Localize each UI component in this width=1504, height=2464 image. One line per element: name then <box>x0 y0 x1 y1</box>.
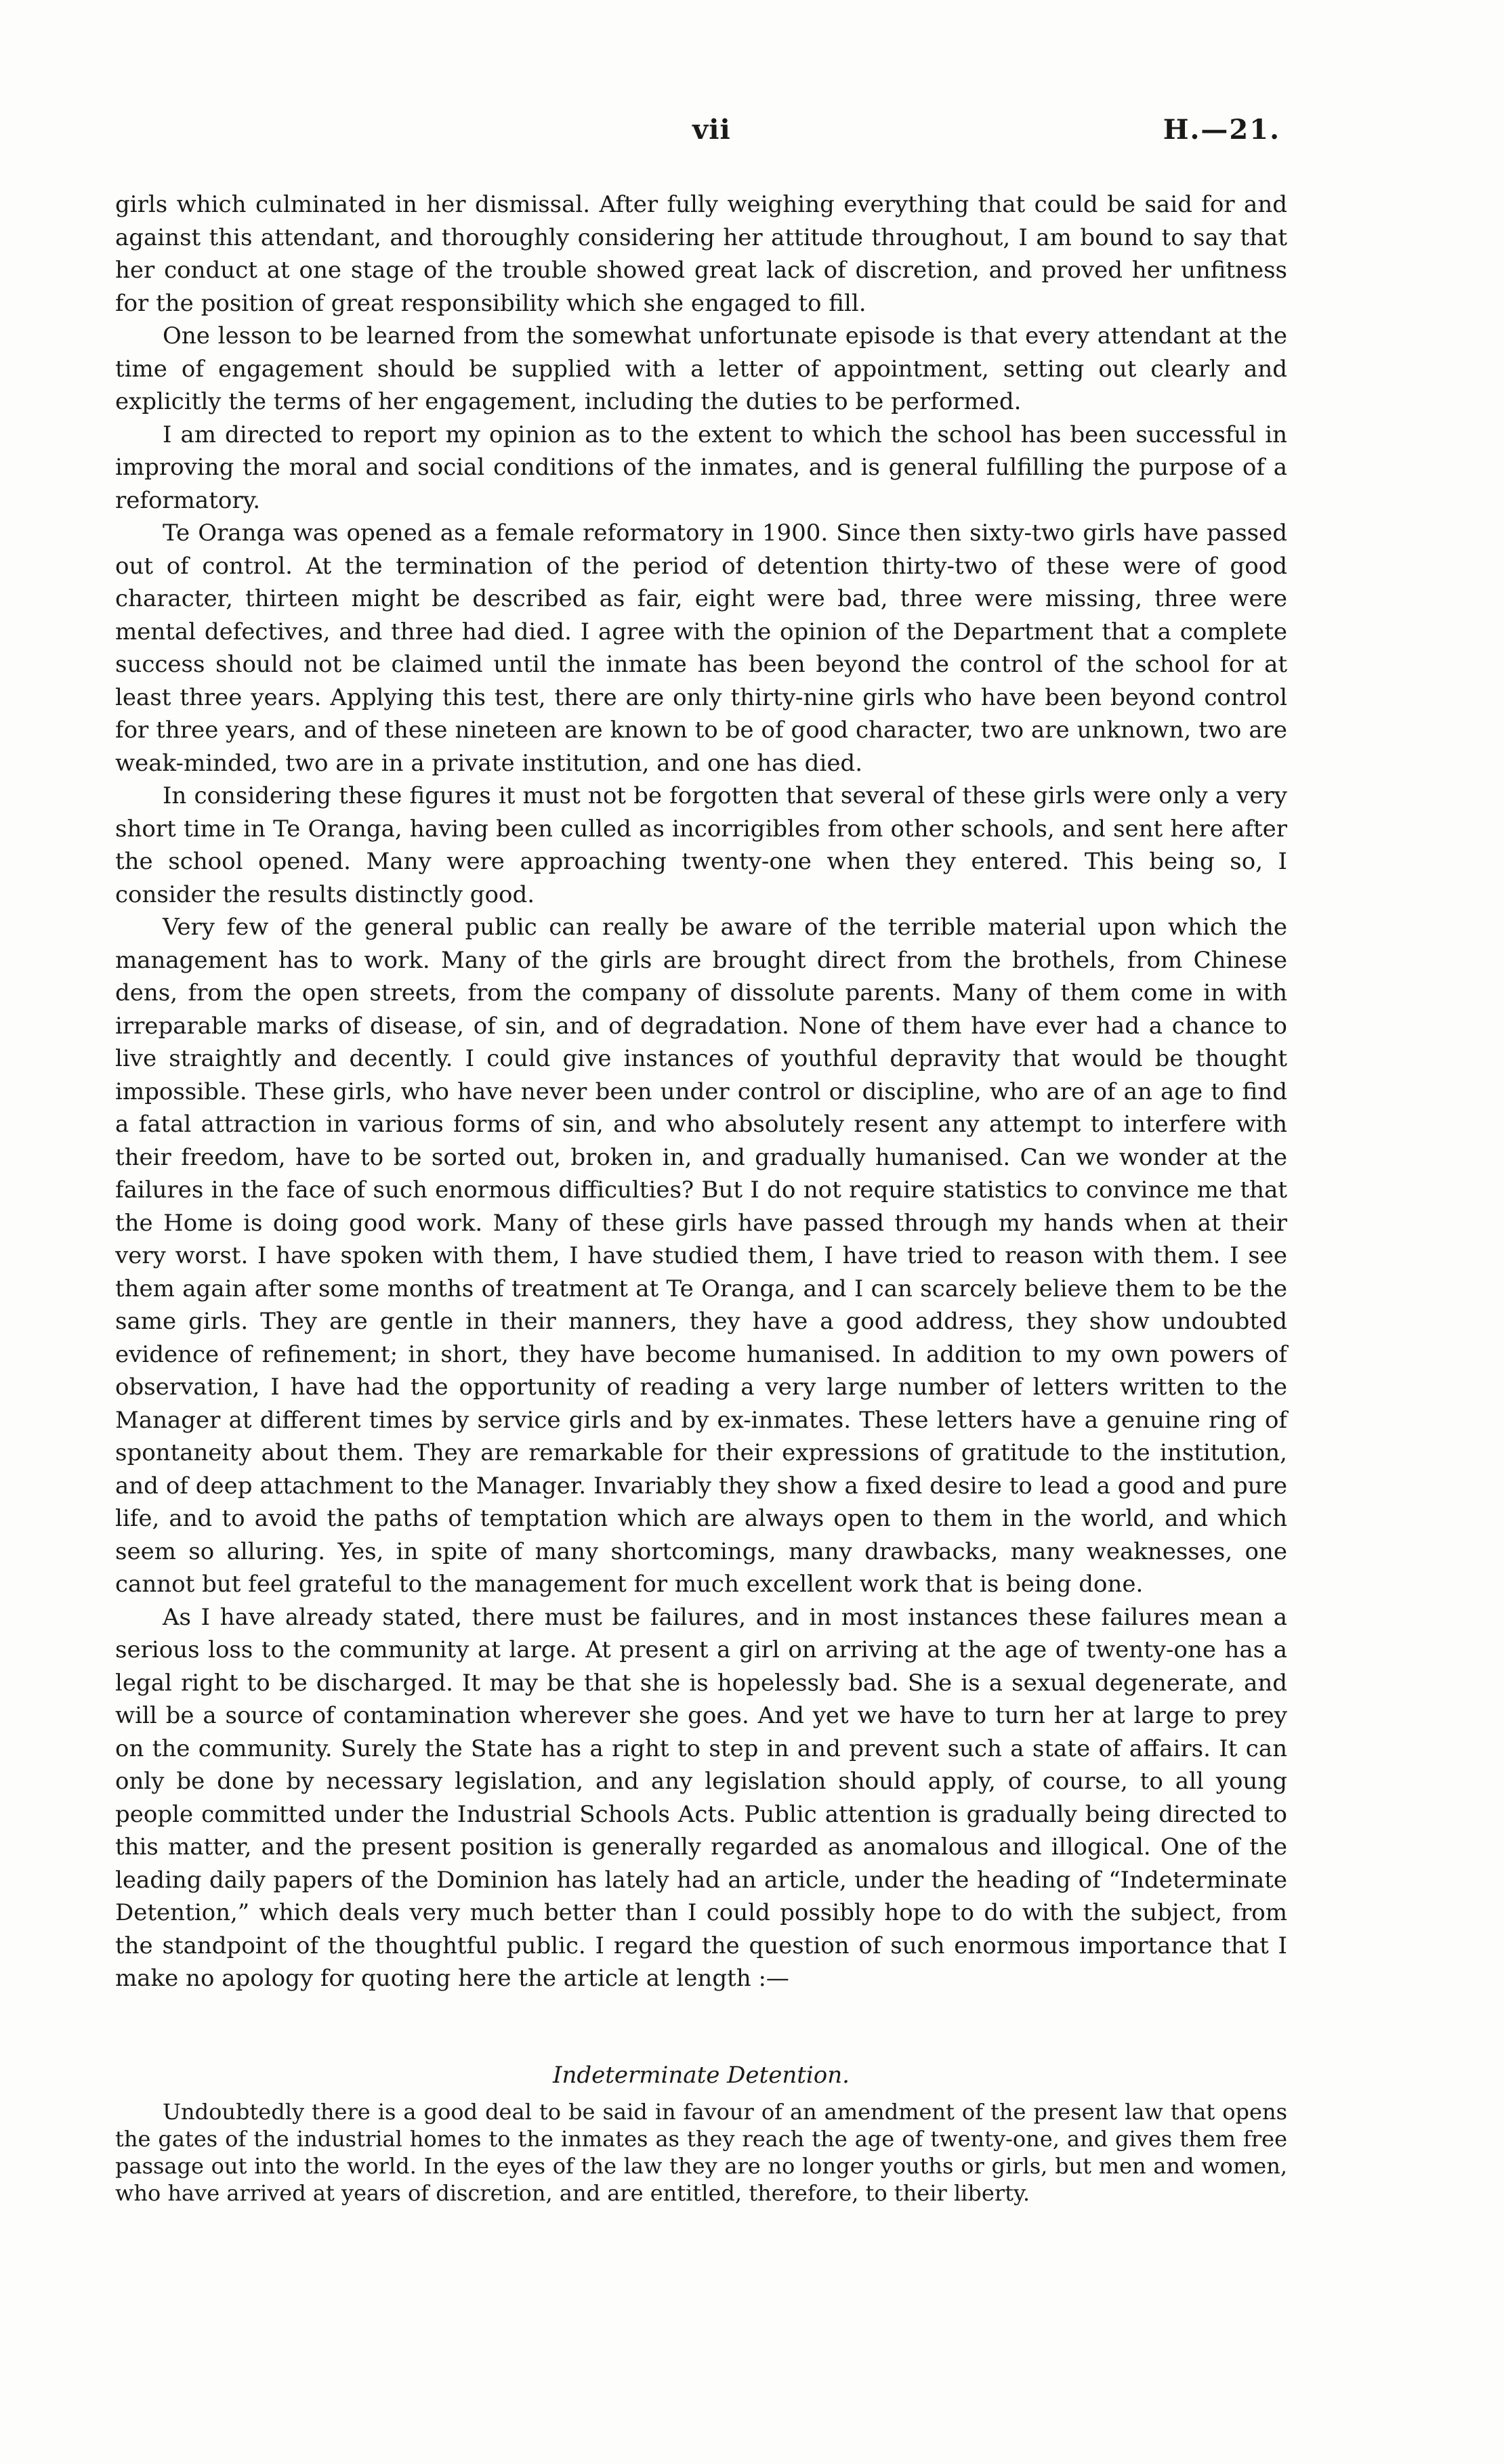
paragraph-failures: As I have already stated, there must be failures, and in most instances these failures mean a serious loss to the community at large. At present a girl on arriving at the age of twenty-one has a legal right to be discharged. It may be that she is hopelessly bad. She is a sexual degenerate, and will be a source of contamination wherever she goes. And yet we have to turn her at large to prey on the community. Surely the State has a right to step in and prevent such a state of affairs. It can only be done by necessary legislation, and any legislation should apply, of course, to all young people committed under the Industrial Schools Acts. Public attention is gradually being directed to this matter, and the present position is generally regarded as anomalous and illogical. One of the leading daily papers of the Dominion has lately had an article, under the heading of “Indeterminate Detention,” which deals very much better than I could possibly hope to do with the subject, from the standpoint of the thoughtful public. I regard the question of such enormous importance that I make no apology for quoting here the article at length :— <box>115 1603 1287 1992</box>
document-code: H.—21. <box>1163 114 1280 146</box>
paragraph-general-public: Very few of the general public can really be aware of the terrible material upon which the management has to work. Many of the girls are brought direct from the brothels, from Chinese dens, from the open streets, from the company of dissolute parents. Many of them come in with irreparable marks of disease, of sin, and of degradation. None of them have ever had a chance to live straightly and decently. I could give instances of youthful depravity that would be thought impossible. These girls, who have never been under control or discipline, who are of an age to find a fatal attraction in various forms of sin, and who absolutely resent any attempt to interfere with their freedom, have to be sorted out, broken in, and gradually humanised. Can we wonder at the failures in the face of such enormous difficulties? But I do not require statistics to convince me that the Home is doing good work. Many of these girls have passed through my hands when at their very worst. I have spoken with them, I have studied them, I have tried to reason with them. I see them again after some months of treatment at Te Oranga, and I can scarcely believe them to be the same girls. They are gentle in their manners, they have a good address, they show undoubted evidence of refinement; in short, they have become humanised. In addition to my own powers of observation, I have had the opportunity of reading a very large number of letters written to the Manager at different times by service girls and by ex-inmates. These letters have a genuine ring of spontaneity about them. They are remarkable for their expressions of gratitude to the institution, and of deep attachment to the Manager. Invariably they show a fixed desire to lead a good and pure life, and to avoid the paths of temptation which are always open to them in the world, and which seem so alluring. Yes, in spite of many shortcomings, many drawbacks, many weaknesses, one cannot but feel grateful to the management for much excellent work that is being done. <box>115 914 1287 1598</box>
quoted-article <box>115 2059 1287 2207</box>
paragraph-te-oranga: Te Oranga was opened as a female reformatory in 1900. Since then sixty-two girls have passed out of control. At the termination of the period of detention thirty-two of these were of good character, thirteen might be described as fair, eight were bad, three were missing, three were mental defectives, and three had died. I agree with the opinion of the Department that a complete success should not be claimed until the inmate has been beyond the control of the school for at least three years. Applying this test, there are only thirty-nine girls who have been beyond control for three years, and of these nineteen are known to be of good character, two are unknown, two are weak-minded, two are in a private institution, and one has died. <box>115 519 1287 777</box>
paragraph-considering-figures: In considering these figures it must not be forgotten that several of these girls were only a very short time in Te Oranga, having been culled as incorrigibles from other schools, and sent here after the school opened. Many were approaching twenty-one when they entered. This being so, I consider the results distinctly good. <box>115 782 1287 908</box>
report-body <box>115 188 1287 1995</box>
paragraph-continuation: girls which culminated in her dismissal. After fully weighing everything that could be said for and against this attendant, and thoroughly considering her attitude throughout, I am bound to say that her conduct at one stage of the trouble showed great lack of discretion, and proved her unfitness for the position of great responsibility which she engaged to fill. <box>115 191 1287 317</box>
article-text: Undoubtedly there is a good deal to be said in favour of an amendment of the present law that opens the gates of the industrial homes to the inmates as they reach the age of twenty-one, and gives them free passage out into the world. In the eyes of the law they are no longer youths or girls, but men and women, who have arrived at years of discretion, and are entitled, therefore, to their liberty. <box>115 2099 1287 2206</box>
page-number: vii <box>692 114 731 146</box>
paragraph-lesson: One lesson to be learned from the somewhat unfortunate episode is that every attendant at the time of engagement should be supplied with a letter of appointment, setting out clearly and explicitly the terms of her engagement, including the duties to be performed. <box>115 322 1287 415</box>
page-header <box>115 114 1294 154</box>
paragraph-directed: I am directed to report my opinion as to the extent to which the school has been successful in improving the moral and social conditions of the inmates, and is general fulfilling the purpose of a reformatory. <box>115 421 1287 514</box>
article-title: Indeterminate Detention. <box>553 2062 850 2089</box>
